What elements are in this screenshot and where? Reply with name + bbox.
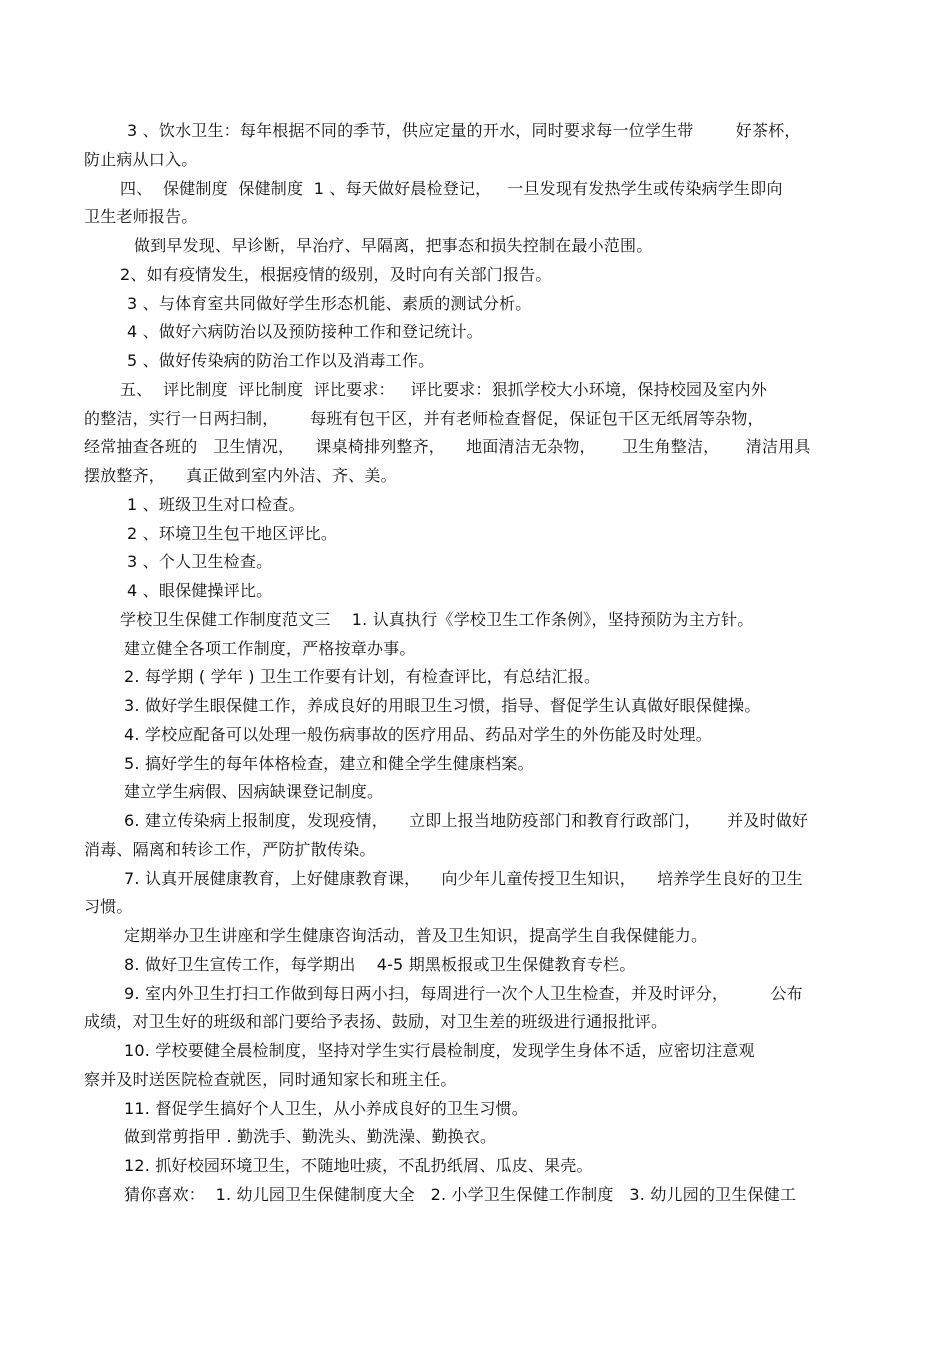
text-line: 5. 搞好学生的每年体格检查，建立和健全学生健康档案。 (124, 754, 534, 773)
text-line: 7. 认真开展健康教育，上好健康教育课， 向少年儿童传授卫生知识， 培养学生良好的卫生 (124, 869, 803, 888)
text-line: 建立健全各项工作制度，严格按章办事。 (124, 639, 416, 658)
text-line: 6. 建立传染病上报制度，发现疫情， 立即上报当地防疫部门和教育行政部门， 并及时做好 (124, 811, 809, 830)
text-line: 4. 学校应配备可以处理一般伤病事故的医疗用品、药品对学生的外伤能及时处理。 (124, 725, 712, 744)
text-line: 9. 室内外卫生打扫工作做到每日两小扫，每周进行一次个人卫生检查，并及时评分， 公布 (124, 984, 803, 1003)
text-line: 10. 学校要健全晨检制度，坚持对学生实行晨检制度，发现学生身体不适，应密切注意观 (124, 1041, 755, 1060)
text-line: 做到常剪指甲 . 勤洗手、勤洗头、勤洗澡、勤换衣。 (124, 1127, 497, 1146)
text-line: 3 、饮水卫生：每年根据不同的季节，供应定量的开水，同时要求每一位学生带 好茶杯， (127, 121, 801, 140)
text-line: 11. 督促学生搞好个人卫生，从小养成良好的卫生习惯。 (124, 1099, 528, 1118)
text-line: 经常抽查各班的 卫生情况， 课桌椅排列整齐， 地面清洁无杂物， 卫生角整洁， 清洁用具 (84, 437, 811, 456)
text-line: 3 、与体育室共同做好学生形态机能、素质的测试分析。 (127, 294, 532, 313)
text-line: 2. 每学期 ( 学年 ) 卫生工作要有计划，有检查评比，有总结汇报。 (124, 667, 601, 686)
text-line: 猜你喜欢： 1. 幼儿园卫生保健制度大全 2. 小学卫生保健工作制度 3. 幼儿园的卫生保健工 (124, 1185, 797, 1204)
text-line: 4 、做好六病防治以及预防接种工作和登记统计。 (127, 322, 483, 341)
text-line: 察并及时送医院检查就医，同时通知家长和班主任。 (84, 1070, 457, 1089)
text-line: 建立学生病假、因病缺课登记制度。 (124, 782, 384, 801)
text-line: 成绩，对卫生好的班级和部门要给予表扬、鼓励，对卫生差的班级进行通报批评。 (84, 1012, 668, 1031)
text-line: 的整洁，实行一日两扫制， 每班有包干区，并有老师检查督促，保证包干区无纸屑等杂物， (84, 409, 764, 428)
text-line: 定期举办卫生讲座和学生健康咨询活动，普及卫生知识，提高学生自我保健能力。 (124, 926, 708, 945)
text-line: 五、 评比制度 评比制度 评比要求： 评比要求：狠抓学校大小环境，保持校园及室内外 (120, 380, 767, 399)
text-line: 8. 做好卫生宣传工作，每学期出 4-5 期黑板报或卫生保健教育专栏。 (124, 955, 636, 974)
text-line: 1 、班级卫生对口检查。 (127, 495, 305, 514)
text-line: 做到早发现、早诊断，早治疗、早隔离，把事态和损失控制在最小范围。 (134, 236, 653, 255)
text-line: 摆放整齐， 真正做到室内外洁、齐、美。 (84, 466, 397, 485)
text-line: 3 、个人卫生检查。 (127, 552, 273, 571)
text-line: 习惯。 (84, 897, 133, 916)
text-line: 卫生老师报告。 (84, 207, 198, 226)
text-line: 4 、眼保健操评比。 (127, 581, 273, 600)
text-line: 防止病从口入。 (84, 150, 198, 169)
text-line: 消毒、隔离和转诊工作，严防扩散传染。 (84, 840, 376, 859)
text-line: 2 、环境卫生包干地区评比。 (127, 524, 338, 543)
text-line: 5 、做好传染病的防治工作以及消毒工作。 (127, 351, 435, 370)
text-line: 学校卫生保健工作制度范文三 1. 认真执行《学校卫生工作条例》，坚持预防为主方针。 (120, 610, 754, 629)
text-line: 2、如有疫情发生，根据疫情的级别，及时向有关部门报告。 (120, 265, 552, 284)
text-line: 3. 做好学生眼保健工作，养成良好的用眼卫生习惯，指导、督促学生认真做好眼保健操。 (124, 696, 761, 715)
text-line: 12. 抓好校园环境卫生，不随地吐痰，不乱扔纸屑、瓜皮、果壳。 (124, 1156, 593, 1175)
text-line: 四、 保健制度 保健制度 1 、每天做好晨检登记， 一旦发现有发热学生或传染病学生即向 (120, 179, 783, 198)
